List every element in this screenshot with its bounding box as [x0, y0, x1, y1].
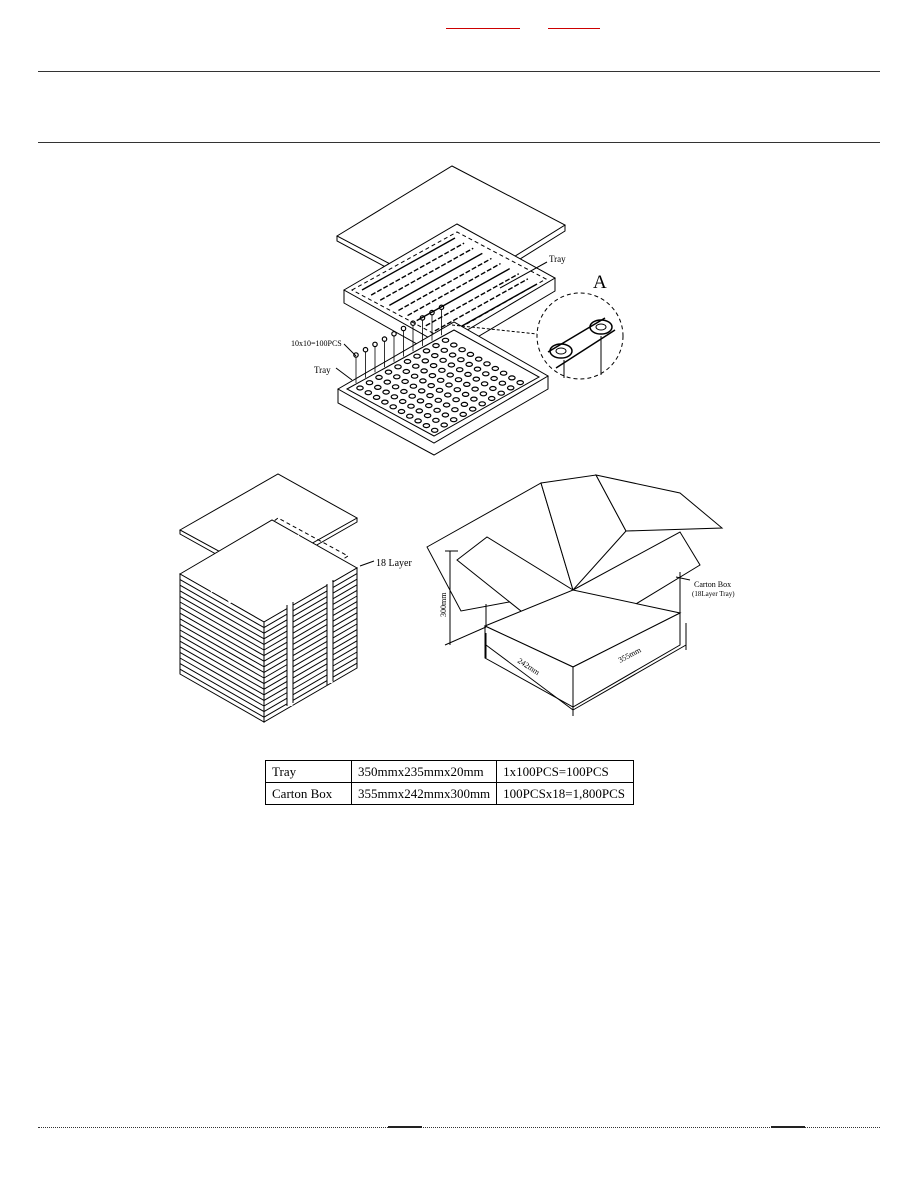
dim-width-label: 355mm	[616, 645, 643, 665]
table-cell-qty: 1x100PCS=100PCS	[497, 761, 634, 783]
footer-mark-right	[771, 1126, 805, 1128]
table-cell-qty: 100PCSx18=1,800PCS	[497, 783, 634, 805]
layer-count-label: 18 Layer	[376, 558, 412, 569]
tray-bottom-label: Tray	[314, 365, 331, 375]
carton-label: Carton Box	[694, 580, 732, 589]
packing-spec-table	[265, 760, 634, 805]
footer-mark-left	[388, 1126, 422, 1128]
dim-height-label: 300mm	[439, 592, 448, 617]
table-cell-item: Carton Box	[266, 783, 352, 805]
carton-sub-label: (18Layer Tray)	[692, 590, 735, 598]
table-cell-item: Tray	[266, 761, 352, 783]
tray-top-label: Tray	[549, 254, 566, 264]
dim-depth-label: 242mm	[515, 656, 542, 677]
table-cell-size: 350mmx235mmx20mm	[352, 761, 497, 783]
detail-a-label: A	[593, 272, 607, 293]
table-cell-size: 355mmx242mmx300mm	[352, 783, 497, 805]
footer-rule	[38, 1127, 880, 1128]
table-row	[266, 783, 634, 805]
table-row	[266, 761, 634, 783]
pcs-count-label: 10x10=100PCS	[291, 339, 342, 348]
